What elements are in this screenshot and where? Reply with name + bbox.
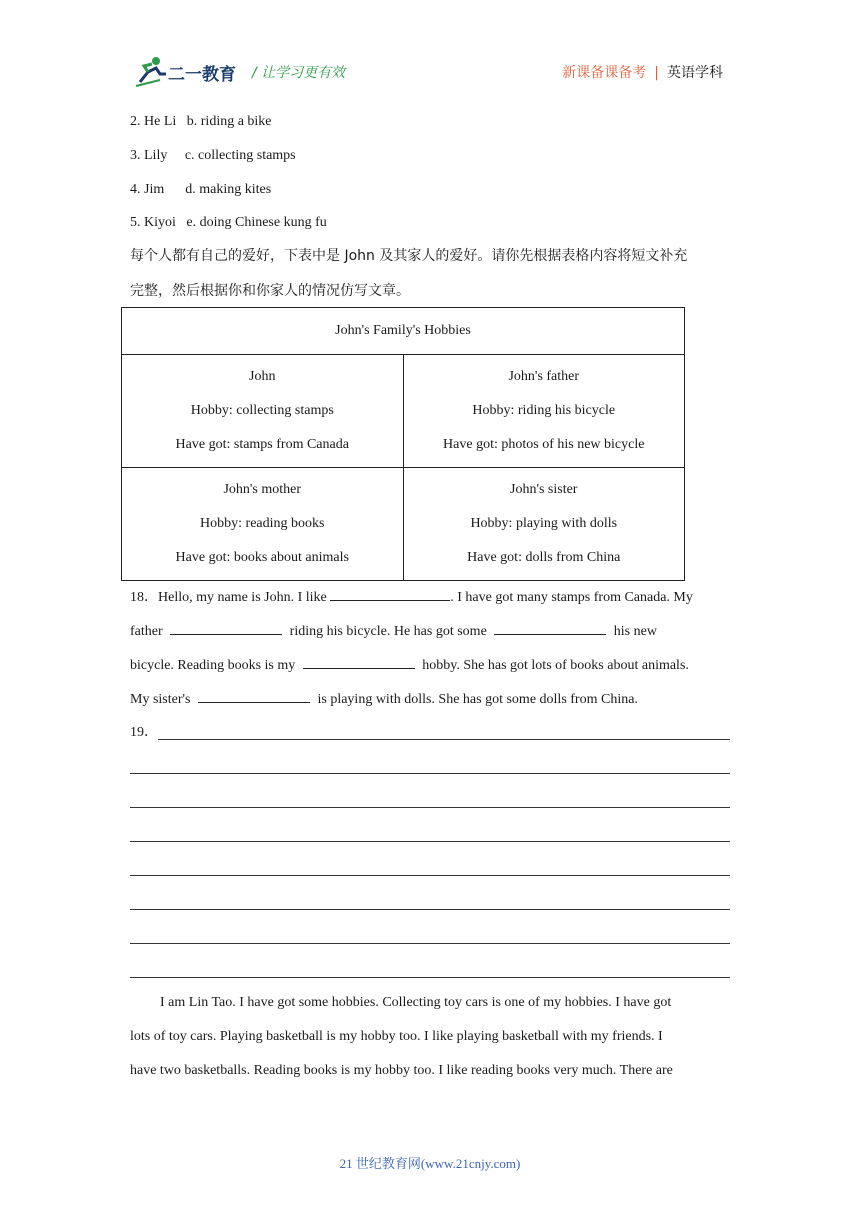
header-separator: | bbox=[654, 65, 659, 81]
header-tag-prep: 新课备课备考 bbox=[562, 65, 647, 81]
instruction-line-2: 完整，然后根据你和你家人的情况仿写文章。 bbox=[130, 283, 410, 299]
question-19-label: 19． bbox=[130, 725, 158, 740]
writing-line[interactable] bbox=[130, 773, 730, 774]
answer-blank-3[interactable] bbox=[494, 620, 606, 635]
cell-hobby: Hobby: playing with dolls bbox=[470, 516, 618, 531]
writing-line[interactable] bbox=[130, 875, 730, 876]
cell-have-got: Have got: books about animals bbox=[175, 550, 349, 565]
q18-line-4: My sister's is playing with dolls. She has got some dolls from China. bbox=[130, 683, 732, 717]
table-cell-father bbox=[403, 355, 685, 468]
header-tag-subject: 英语学科 bbox=[667, 65, 723, 81]
cell-hobby: Hobby: reading books bbox=[200, 516, 325, 531]
passage-line-3: have two basketballs. Reading books is my hobby too. I like reading books very much. There are bbox=[130, 1063, 673, 1078]
table-cell-john bbox=[122, 355, 404, 468]
answer-blank-2[interactable] bbox=[170, 620, 282, 635]
writing-line[interactable] bbox=[130, 841, 730, 842]
header-tags bbox=[562, 62, 723, 82]
writing-line[interactable] bbox=[130, 943, 730, 944]
answer-blank-1[interactable] bbox=[330, 586, 450, 601]
passage-line-2: lots of toy cars. Playing basketball is my hobby too. I like playing basketball with my friends. I bbox=[130, 1029, 663, 1044]
answer-blank-4[interactable] bbox=[303, 654, 415, 669]
sample-passage bbox=[130, 986, 732, 1088]
logo-runner-icon bbox=[130, 54, 170, 90]
table-title: John's Family's Hobbies bbox=[122, 308, 685, 355]
cell-name: John's mother bbox=[223, 482, 302, 497]
cell-hobby: Hobby: riding his bicycle bbox=[472, 403, 616, 418]
logo-text: 二一教育 bbox=[168, 65, 236, 85]
page-footer: 21 世纪教育网(www.21cnjy.com) bbox=[339, 1156, 521, 1171]
cell-hobby: Hobby: collecting stamps bbox=[190, 403, 334, 418]
q18-line-2: father riding his bicycle. He has got some his new bbox=[130, 615, 732, 649]
cell-have-got: Have got: dolls from China bbox=[467, 550, 621, 565]
matching-item-5: 5. Kiyoi e. doing Chinese kung fu bbox=[130, 215, 327, 230]
instruction-line-1: 每个人都有自己的爱好，下表中是 John 及其家人的爱好。请你先根据表格内容将短文补充 bbox=[130, 248, 688, 264]
passage-line-1: I am Lin Tao. I have got some hobbies. Collecting toy cars is one of my hobbies. I have got bbox=[160, 995, 672, 1010]
page-header bbox=[0, 0, 860, 100]
matching-item-3: 3. Lily c. collecting stamps bbox=[130, 148, 296, 163]
cell-have-got: Have got: stamps from Canada bbox=[175, 437, 349, 452]
writing-line[interactable] bbox=[130, 807, 730, 808]
matching-item-2: 2. He Li b. riding a bike bbox=[130, 114, 272, 129]
writing-line[interactable] bbox=[130, 977, 730, 978]
matching-item-4: 4. Jim d. making kites bbox=[130, 182, 272, 197]
cell-name: John bbox=[249, 369, 276, 384]
cell-have-got: Have got: photos of his new bicycle bbox=[443, 437, 645, 452]
slogan: / 让学习更有效 bbox=[252, 65, 346, 81]
hobbies-table bbox=[121, 307, 685, 581]
q18-line-1: 18．Hello, my name is John. I like . I have got many stamps from Canada. My bbox=[130, 581, 732, 615]
table-cell-mother bbox=[122, 468, 404, 581]
question-18 bbox=[130, 581, 732, 717]
cell-name: John's sister bbox=[510, 482, 578, 497]
cell-name: John's father bbox=[508, 369, 580, 384]
table-cell-sister bbox=[403, 468, 685, 581]
writing-line[interactable] bbox=[130, 909, 730, 910]
q18-line-3: bicycle. Reading books is my hobby. She has got lots of books about animals. bbox=[130, 649, 732, 683]
writing-line[interactable] bbox=[158, 739, 730, 740]
answer-blank-5[interactable] bbox=[198, 688, 310, 703]
